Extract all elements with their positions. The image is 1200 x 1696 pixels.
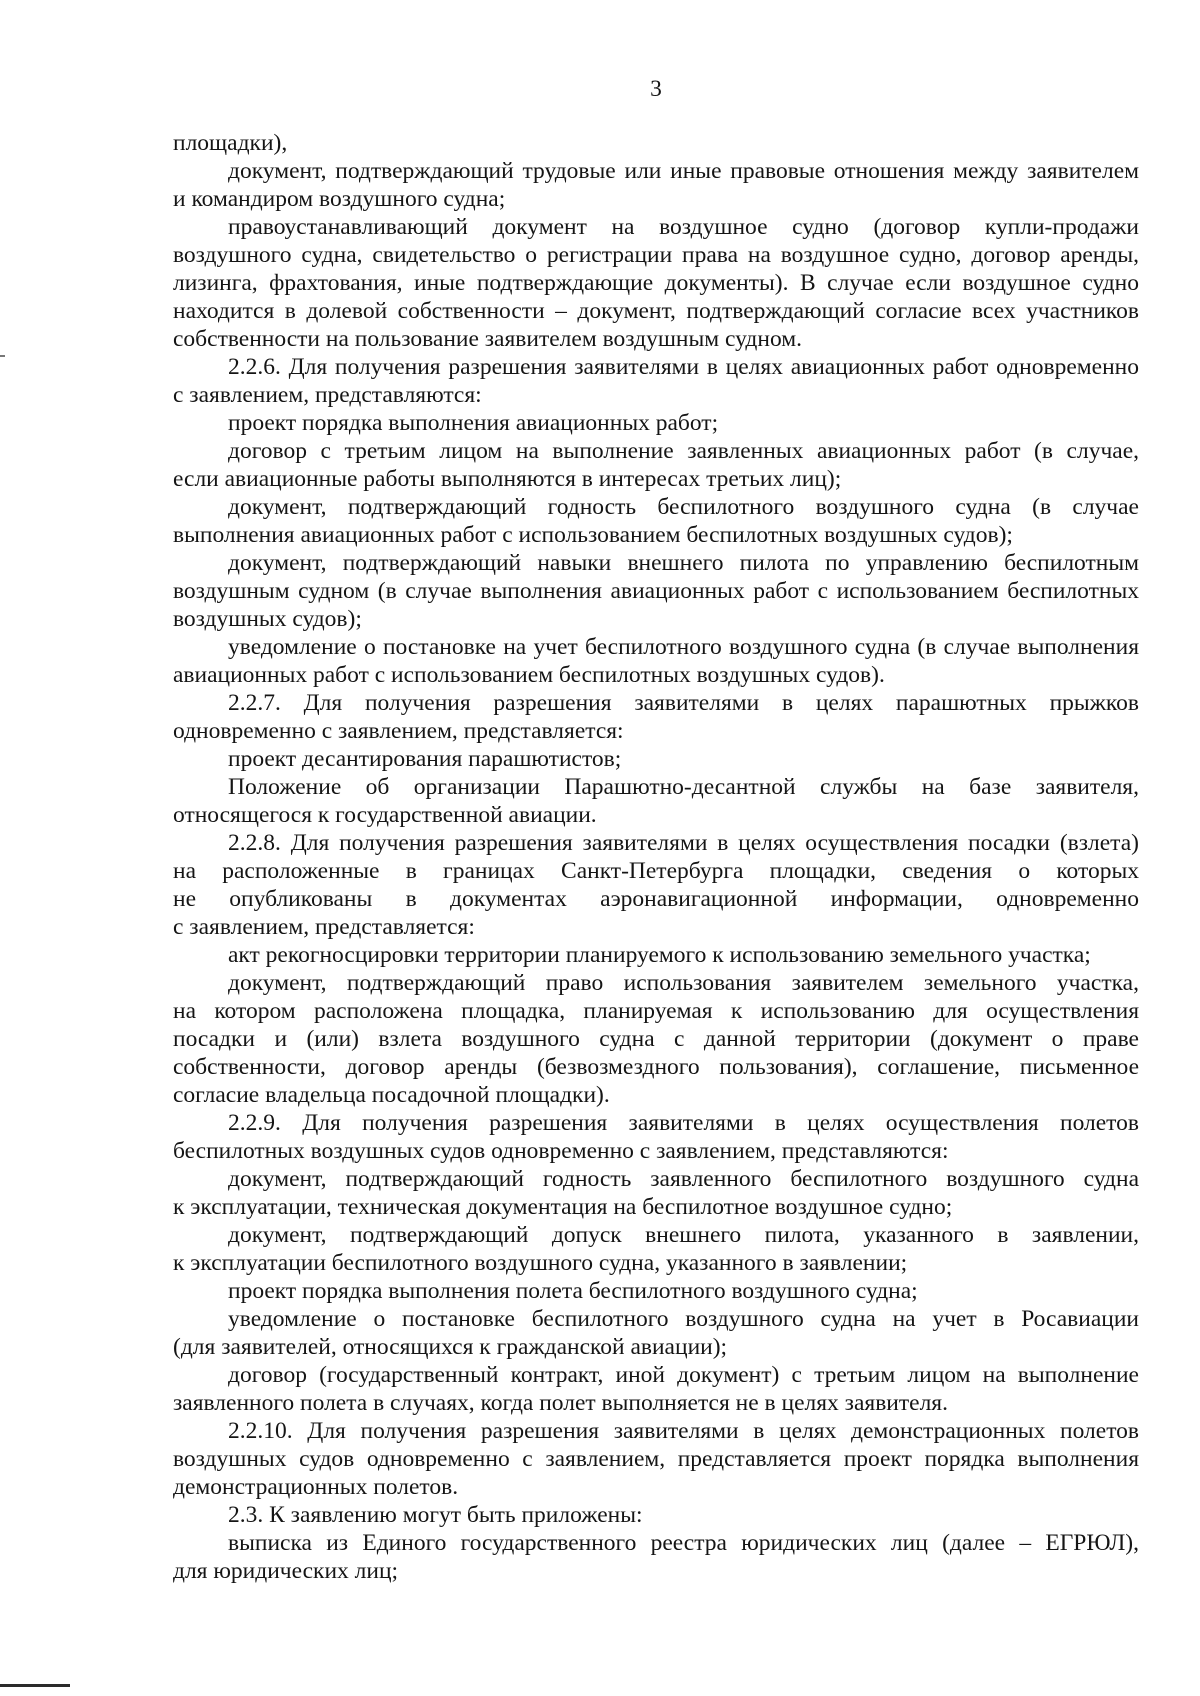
text-line: 2.2.9. Для получения разрешения заявителями в целях осуществления полетов [228,1110,1139,1136]
paragraph-employment-document [173,157,1139,213]
text-line: договор (государственный контракт, иной документ) с третьим лицом на выполнение [228,1362,1139,1388]
clause-2-3 [173,1501,1139,1529]
list-item [173,941,1139,969]
list-item [173,1165,1139,1221]
text-line: находится в долевой собственности – документ, подтверждающий согласие всех участников [173,298,1139,324]
list-item [173,549,1139,633]
text-line: лизинга, фрахтования, иные подтверждающие документы). В случае если воздушное судно [173,270,1139,296]
list-item [173,633,1139,689]
text-line: 2.2.7. Для получения разрешения заявителями в целях парашютных прыжков [228,690,1139,716]
text-line: проект порядка выполнения авиационных работ; [228,410,719,436]
scan-edge-mark [0,355,5,357]
text-line: документ, подтверждающий право использования заявителем земельного участка, [228,970,1139,996]
page-number: 3 [650,76,662,102]
text-line: 2.2.8. Для получения разрешения заявителями в целях осуществления посадки (взлета) [228,830,1139,856]
text-line: воздушным судном (в случае выполнения авиационных работ с использованием беспилотных [173,578,1139,604]
clause-2-2-6 [173,353,1139,409]
text-line: 2.2.6. Для получения разрешения заявителями в целях авиационных работ одновременно [228,354,1139,380]
list-item [173,1305,1139,1361]
document-body [173,129,1139,1585]
list-item [173,1221,1139,1277]
paragraph-continuation [173,129,1139,157]
text-line: договор с третьим лицом на выполнение заявленных авиационных работ (в случае, [228,438,1139,464]
list-item [173,1361,1139,1417]
list-item [173,1529,1139,1585]
scan-edge-line [0,1684,70,1687]
paragraph-title-document [173,213,1139,353]
text-line: собственности на пользование заявителем воздушным судном. [173,326,803,352]
text-line: относящегося к государственной авиации. [173,802,597,828]
text-line: воздушных судов одновременно с заявлением, представляется проект порядка выполнения [173,1446,1139,1472]
text-line: выполнения авиационных работ с использованием беспилотных воздушных судов); [173,522,1013,548]
list-item [173,969,1139,1109]
list-item [173,745,1139,773]
text-line: документ, подтверждающий допуск внешнего пилота, указанного в заявлении, [228,1222,1139,1248]
text-line: беспилотных воздушных судов одновременно с заявлением, представляются: [173,1138,949,1164]
list-item [173,773,1139,829]
text-line: к эксплуатации беспилотного воздушного судна, указанного в заявлении; [173,1250,908,1276]
text-line: заявленного полета в случаях, когда полет выполняется не в целях заявителя. [173,1390,948,1416]
clause-2-2-8 [173,829,1139,941]
text-line: с заявлением, представляется: [173,914,475,940]
clause-2-2-7 [173,689,1139,745]
text-line: воздушных судов); [173,606,362,632]
text-line: площадки), [173,130,288,156]
text-line: (для заявителей, относящихся к гражданской авиации); [173,1334,728,1360]
text-line: документ, подтверждающий трудовые или иные правовые отношения между заявителем [228,158,1139,184]
text-line: одновременно с заявлением, представляется: [173,718,624,744]
text-line: на расположенные в границах Санкт-Петербурга площадки, сведения о которых [173,858,1139,884]
clause-2-2-10 [173,1417,1139,1501]
list-item [173,493,1139,549]
text-line: с заявлением, представляются: [173,382,482,408]
text-line: не опубликованы в документах аэронавигационной информации, одновременно [173,886,1139,912]
text-line: собственности, договор аренды (безвозмездного пользования), соглашение, письменное [173,1054,1139,1080]
text-line: правоустанавливающий документ на воздушное судно (договор купли-продажи [228,214,1139,240]
text-line: документ, подтверждающий годность беспилотного воздушного судна (в случае [228,494,1139,520]
list-item [173,409,1139,437]
list-item [173,1277,1139,1305]
text-line: к эксплуатации, техническая документация на беспилотное воздушное судно; [173,1194,953,1220]
text-line: на котором расположена площадка, планируемая к использованию для осуществления [173,998,1139,1024]
text-line: согласие владельца посадочной площадки). [173,1082,610,1108]
text-line: документ, подтверждающий навыки внешнего пилота по управлению беспилотным [228,550,1139,576]
text-line: проект порядка выполнения полета беспилотного воздушного судна; [228,1278,918,1304]
text-line: воздушного судна, свидетельство о регистрации права на воздушное судно, договор аренды, [173,242,1139,268]
text-line: и командиром воздушного судна; [173,186,506,212]
text-line: для юридических лиц; [173,1558,399,1584]
text-line: акт рекогносцировки территории планируемого к использованию земельного участка; [228,942,1091,968]
text-line: проект десантирования парашютистов; [228,746,622,772]
text-line: уведомление о постановке на учет беспилотного воздушного судна (в случае выполнения [228,634,1139,660]
text-line: Положение об организации Парашютно-десантной службы на базе заявителя, [228,774,1139,800]
text-line: выписка из Единого государственного реестра юридических лиц (далее – ЕГРЮЛ), [228,1530,1139,1556]
text-line: если авиационные работы выполняются в интересах третьих лиц); [173,466,842,492]
clause-2-2-9 [173,1109,1139,1165]
text-line: 2.2.10. Для получения разрешения заявителями в целях демонстрационных полетов [228,1418,1139,1444]
text-line: демонстрационных полетов. [173,1474,459,1500]
text-line: уведомление о постановке беспилотного воздушного судна на учет в Росавиации [228,1306,1139,1332]
text-line: посадки и (или) взлета воздушного судна с данной территории (документ о праве [173,1026,1139,1052]
text-line: документ, подтверждающий годность заявленного беспилотного воздушного судна [228,1166,1139,1192]
text-line: авиационных работ с использованием беспилотных воздушных судов). [173,662,885,688]
list-item [173,437,1139,493]
text-line: 2.3. К заявлению могут быть приложены: [228,1502,643,1528]
